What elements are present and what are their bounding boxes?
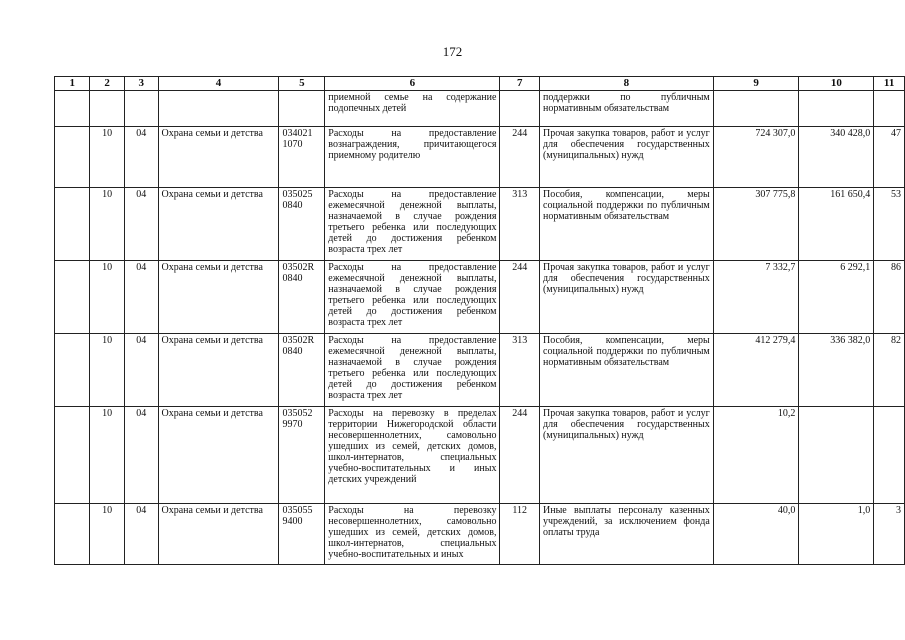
column-header: 7 xyxy=(500,77,540,91)
table-row xyxy=(55,334,905,407)
cell-target-code: 035025 0840 xyxy=(279,188,325,261)
cell-col1 xyxy=(55,188,90,261)
cell-percent: 86 xyxy=(874,261,905,334)
cell-col1 xyxy=(55,407,90,504)
cell-amount-plan xyxy=(713,91,799,127)
cell-expense-type: Прочая закупка товаров, работ и услуг для обеспечения государственных (муниципальных) нужд xyxy=(540,407,714,504)
cell-expense-code: 313 xyxy=(500,334,540,407)
cell-purpose: Расходы на предоставление ежемесячной денежной выплаты, назначаемой в случае рождения третьего ребенка или последующих детей до достижения ребенком возраста трех лет xyxy=(325,334,500,407)
cell-expense-code: 244 xyxy=(500,127,540,188)
cell-percent: 82 xyxy=(874,334,905,407)
cell-section: 10 xyxy=(90,407,125,504)
cell-percent xyxy=(874,91,905,127)
column-header: 3 xyxy=(124,77,158,91)
cell-percent xyxy=(874,407,905,504)
column-header: 10 xyxy=(799,77,874,91)
cell-expense-type: Прочая закупка товаров, работ и услуг для обеспечения государственных (муниципальных) нужд xyxy=(540,261,714,334)
cell-expense-type: Иные выплаты персоналу казенных учреждений, за исключением фонда оплаты труда xyxy=(540,504,714,565)
cell-amount-actual xyxy=(799,91,874,127)
column-header: 6 xyxy=(325,77,500,91)
column-header: 8 xyxy=(540,77,714,91)
cell-expense-code: 313 xyxy=(500,188,540,261)
column-header: 9 xyxy=(713,77,799,91)
cell-subsection: 04 xyxy=(124,504,158,565)
column-header: 2 xyxy=(90,77,125,91)
cell-section xyxy=(90,91,125,127)
cell-target-code xyxy=(279,91,325,127)
cell-purpose: приемной семье на содержание подопечных детей xyxy=(325,91,500,127)
page-number: 172 xyxy=(442,44,463,59)
cell-purpose: Расходы на перевозку несовершеннолетних, самовольно ушедших из семей, детских домов, школ-интернатов, специальных учебно-воспитательных и иных xyxy=(325,504,500,565)
cell-amount-actual: 161 650,4 xyxy=(799,188,874,261)
cell-expense-type: поддержки по публичным нормативным обязательствам xyxy=(540,91,714,127)
cell-section: 10 xyxy=(90,188,125,261)
cell-amount-plan: 40,0 xyxy=(713,504,799,565)
cell-amount-actual: 340 428,0 xyxy=(799,127,874,188)
table-row-continuation xyxy=(55,91,905,127)
cell-section-name xyxy=(158,91,279,127)
cell-subsection: 04 xyxy=(124,261,158,334)
table-header-row xyxy=(55,77,905,91)
cell-purpose: Расходы на предоставление ежемесячной денежной выплаты, назначаемой в случае рождения третьего ребенка или последующих детей до достижения ребенком возраста трех лет xyxy=(325,188,500,261)
cell-subsection: 04 xyxy=(124,334,158,407)
column-header: 4 xyxy=(158,77,279,91)
cell-target-code: 035052 9970 xyxy=(279,407,325,504)
cell-col1 xyxy=(55,334,90,407)
cell-section: 10 xyxy=(90,127,125,188)
cell-percent: 3 xyxy=(874,504,905,565)
cell-amount-actual: 336 382,0 xyxy=(799,334,874,407)
cell-target-code: 035055 9400 xyxy=(279,504,325,565)
cell-amount-plan: 10,2 xyxy=(713,407,799,504)
table-row xyxy=(55,261,905,334)
cell-amount-actual: 1,0 xyxy=(799,504,874,565)
cell-expense-type: Пособия, компенсации, меры социальной поддержки по публичным нормативным обязательствам xyxy=(540,188,714,261)
cell-col1 xyxy=(55,127,90,188)
cell-section-name: Охрана семьи и детства xyxy=(158,504,279,565)
cell-section-name: Охрана семьи и детства xyxy=(158,127,279,188)
cell-target-code: 034021 1070 xyxy=(279,127,325,188)
cell-amount-actual xyxy=(799,407,874,504)
cell-section-name: Охрана семьи и детства xyxy=(158,188,279,261)
column-header: 1 xyxy=(55,77,90,91)
cell-subsection: 04 xyxy=(124,407,158,504)
cell-amount-plan: 724 307,0 xyxy=(713,127,799,188)
cell-col1 xyxy=(55,504,90,565)
cell-percent: 53 xyxy=(874,188,905,261)
cell-purpose: Расходы на перевозку в пределах территории Нижегородской области несовершеннолетних, самовольно ушедших из семей, детских домов, школ-интернатов, специальных учебно-воспитательных и иных детских учреждений xyxy=(325,407,500,504)
cell-amount-plan: 7 332,7 xyxy=(713,261,799,334)
table-row xyxy=(55,188,905,261)
cell-expense-type: Прочая закупка товаров, работ и услуг для обеспечения государственных (муниципальных) нужд xyxy=(540,127,714,188)
cell-col1 xyxy=(55,261,90,334)
cell-subsection: 04 xyxy=(124,127,158,188)
cell-col1 xyxy=(55,91,90,127)
cell-subsection: 04 xyxy=(124,188,158,261)
cell-amount-plan: 412 279,4 xyxy=(713,334,799,407)
column-header: 11 xyxy=(874,77,905,91)
cell-expense-code: 244 xyxy=(500,407,540,504)
cell-section: 10 xyxy=(90,334,125,407)
table-row xyxy=(55,127,905,188)
cell-section: 10 xyxy=(90,504,125,565)
cell-amount-actual: 6 292,1 xyxy=(799,261,874,334)
cell-target-code: 03502R 0840 xyxy=(279,334,325,407)
table-row xyxy=(55,504,905,565)
table-row xyxy=(55,407,905,504)
cell-percent: 47 xyxy=(874,127,905,188)
cell-amount-plan: 307 775,8 xyxy=(713,188,799,261)
budget-table xyxy=(54,76,905,565)
cell-expense-code: 112 xyxy=(500,504,540,565)
cell-section: 10 xyxy=(90,261,125,334)
cell-section-name: Охрана семьи и детства xyxy=(158,407,279,504)
cell-section-name: Охрана семьи и детства xyxy=(158,334,279,407)
cell-purpose: Расходы на предоставление вознаграждения, причитающегося приемному родителю xyxy=(325,127,500,188)
column-header: 5 xyxy=(279,77,325,91)
cell-expense-code: 244 xyxy=(500,261,540,334)
cell-expense-type: Пособия, компенсации, меры социальной поддержки по публичным нормативным обязательствам xyxy=(540,334,714,407)
cell-expense-code xyxy=(500,91,540,127)
cell-target-code: 03502R 0840 xyxy=(279,261,325,334)
cell-subsection xyxy=(124,91,158,127)
cell-section-name: Охрана семьи и детства xyxy=(158,261,279,334)
cell-purpose: Расходы на предоставление ежемесячной денежной выплаты, назначаемой в случае рождения третьего ребенка или последующих детей до достижения ребенком возраста трех лет xyxy=(325,261,500,334)
